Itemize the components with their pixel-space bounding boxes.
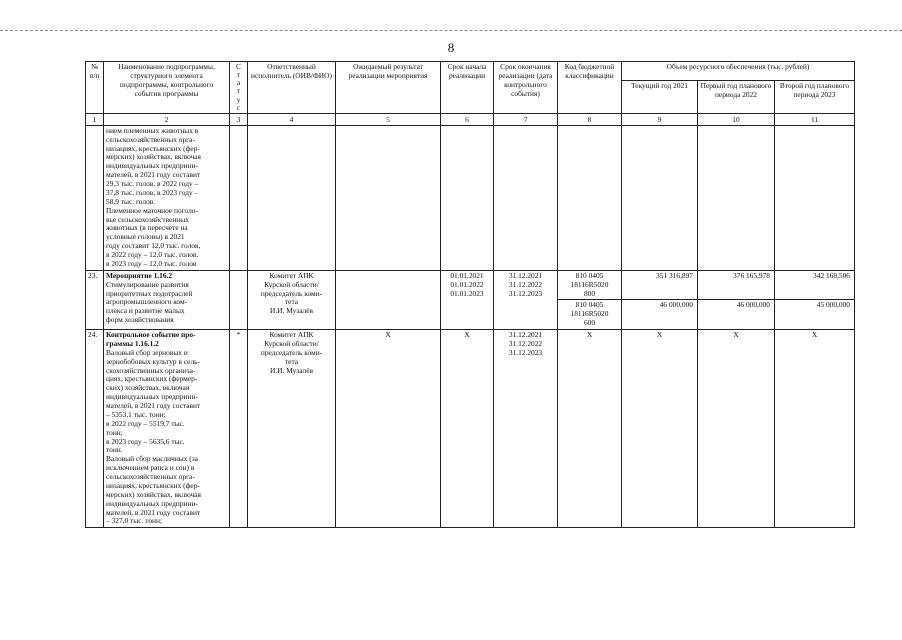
table-row-23 [86, 270, 855, 300]
page-number: 8 [447, 40, 455, 55]
column-number: 4 [248, 113, 336, 125]
header-name: Наименование подпрограммы, структурного элемента подпрограммы, контрольного события программы [104, 62, 230, 114]
row-23-amount-2021-b: 46 000,000 [622, 300, 698, 330]
row-24-amount-2023: Х [775, 330, 855, 528]
row-23-amount-2023-a: 342 168,506 [775, 270, 855, 300]
header-current-year: Текущий год 2021 [622, 80, 698, 113]
table-row-24 [86, 330, 855, 528]
header-resources: Объем ресурсного обеспечения (тыс. рублей) [622, 62, 855, 81]
row-23-start-dates: 01.01.2021 01.01.2022 01.01.2023 [441, 270, 494, 329]
column-number: 11 [775, 113, 855, 125]
row-23-end-dates: 31.12.2021 31.12.2022 31.12.2023 [494, 270, 558, 329]
row-24-start: Х [441, 330, 494, 528]
column-number: 1 [86, 113, 104, 125]
column-number: 8 [558, 113, 622, 125]
row-23-amount-2022-b: 46 000,000 [698, 300, 775, 330]
row-number: 24. [86, 330, 104, 528]
column-number: 10 [698, 113, 775, 125]
row-23-budget-code-a: 810 0405 18116R5020 800 [558, 270, 622, 300]
row-24-result: Х [336, 330, 441, 528]
header-start: Срок начала реализации [441, 62, 494, 114]
column-number: 6 [441, 113, 494, 125]
row-24-amount-2021: Х [622, 330, 698, 528]
header-first-year: Первый год планового периода 2022 [698, 80, 775, 113]
scan-top-line [0, 30, 902, 31]
header-second-year: Второй год планового периода 2023 [775, 80, 855, 113]
row-23-amount-2022-a: 376 165,978 [698, 270, 775, 300]
row-number: 23. [86, 270, 104, 329]
row-24-executor: Комитет АПК Курской области/ председатель коми- тета И.И. Музалёв [248, 330, 336, 528]
header-end: Срок окончания реализации (дата контрольного события) [494, 62, 558, 114]
header-budget: Код бюджетной классификации [558, 62, 622, 114]
column-number-row [86, 113, 855, 125]
header-executor: Ответственный исполнитель (ОИВ/ФИО) [248, 62, 336, 114]
column-number: 9 [622, 113, 698, 125]
continuation-description: нием племенных животных в сельскохозяйственных орга- низациях, крестьянских (фер- мерских) хозяйствах, включая индивидуальных предприни- мателей, в 2021 году составит 29,3 тыс. голов, в 2022 году – 37,8 тыс. голов, в 2023 году – 58,9 тыс. голов. Племенное маточное поголо- вье сельскохозяйственных животных (в пересчете на условные головы) в 2021 году составит 12,0 тыс. голов, в 2022 году – 12,0 тыс. голов, в 2023 году – 12,0 тыс. голов [104, 125, 230, 270]
row-24-description: Контрольное событие про- граммы 1.16.1.2 Валовый сбор зерновых и зернобобовых культур в сель- скохозяйственных организа- циях, крестьянских (фермер- ских) хозяйствах, включая индивидуальных предприни- мателей, в 2021 году составит – 5353,1 тыс. тонн; в 2022 году – 5519,7 тыс. тонн; в 2023 году – 5635,6 тыс. тонн. Валовый сбор масличных (за исключением рапса и сои) в сельскохозяйственных орга- низациях, крестьянских (фер- мерских) хозяйствах, включая индивидуальных предприни- мателей, в 2021 году составит – 327,0 тыс. тонн; [104, 330, 230, 528]
row-23-budget-code-b: 810 0405 18116R5020 600 [558, 300, 622, 330]
row-24-budget: Х [558, 330, 622, 528]
row-23-amount-2023-b: 45 000,000 [775, 300, 855, 330]
program-table [85, 61, 855, 528]
column-number: 3 [230, 113, 248, 125]
header-status: С т а т у с [230, 62, 248, 114]
header-row [86, 62, 855, 81]
header-no: № п/п [86, 62, 104, 114]
column-number: 5 [336, 113, 441, 125]
row-24-status: * [230, 330, 248, 528]
column-number: 2 [104, 113, 230, 125]
row-23-amount-2021-a: 351 316,897 [622, 270, 698, 300]
header-result: Ожидаемый результат реализации мероприятия [336, 62, 441, 114]
row-24-amount-2022: Х [698, 330, 775, 528]
row-23-description: Мероприятие 1.16.2 Стимулирование развития приоритетных подотраслей агропромышленного ком- плекса и развитие малых форм хозяйствования [104, 270, 230, 329]
table-row-continuation [86, 125, 855, 270]
row-23-executor: Комитет АПК Курской области/ председатель коми- тета И.И. Музалёв [248, 270, 336, 329]
column-number: 7 [494, 113, 558, 125]
row-24-end-dates: 31.12.2021 31.12.2022 31.12.2023 [494, 330, 558, 528]
